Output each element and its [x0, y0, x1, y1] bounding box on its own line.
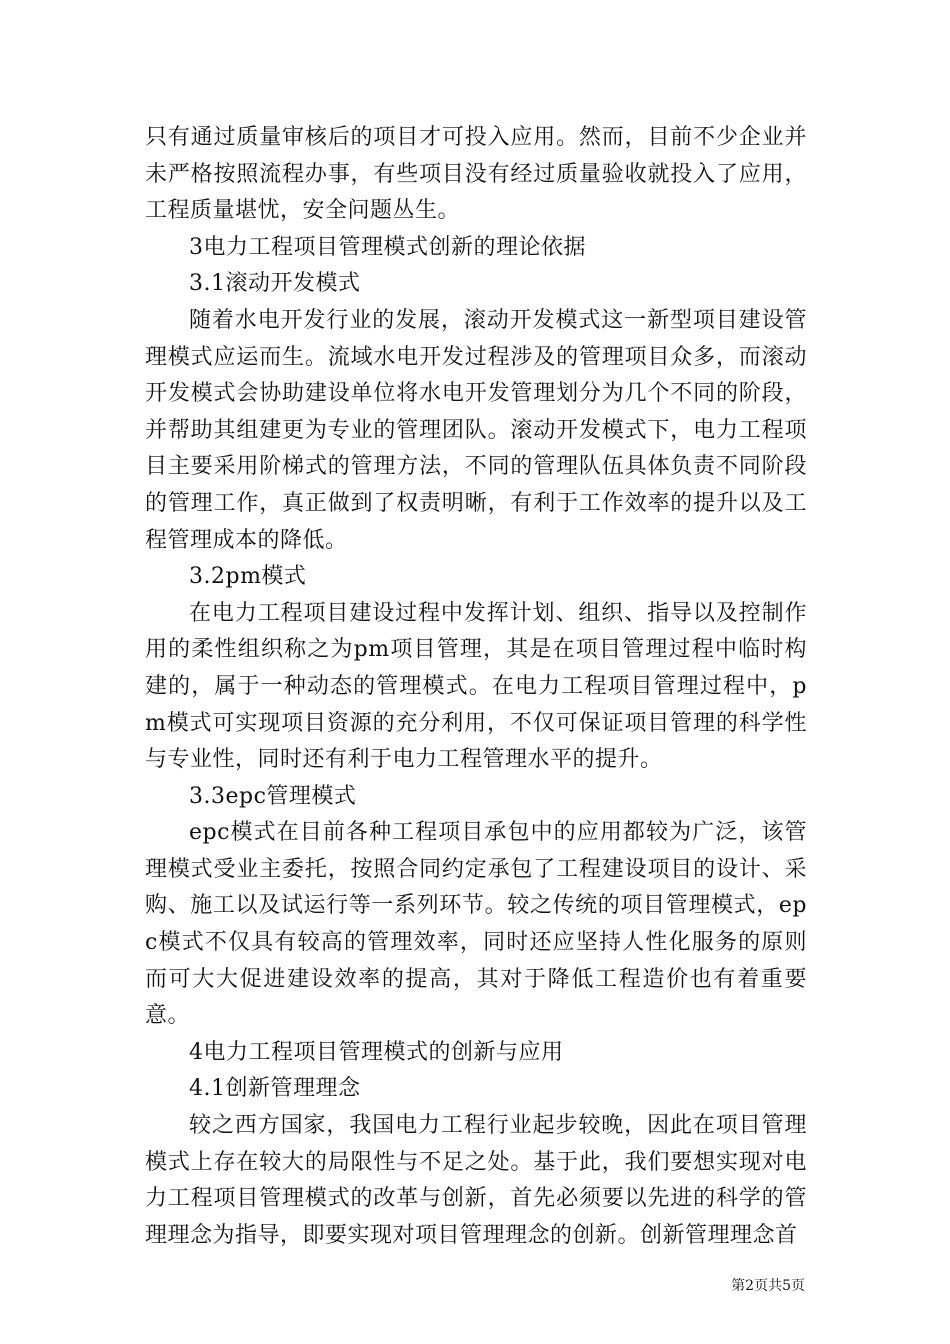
subsection-heading-4-1: 4.1创新管理理念	[189, 1076, 361, 1102]
document-body	[145, 120, 807, 1254]
paragraph-epc-mode: epc模式在目前各种工程项目承包中的应用都较为广泛，该管理模式受业主委托，按照合同约定承包了工程建设项目的设计、采购、施工以及试运行等一系列环节。较之传统的项目管理模式，epc模式不仅具有较高的管理效率，同时还应坚持人性化服务的原则而可大大促进建设效率的提高，其对于降低工程造价也有着重要意。	[145, 820, 807, 1029]
paragraph-rolling-development: 随着水电开发行业的发展，滚动开发模式这一新型项目建设管理模式应运而生。流域水电开发过程涉及的管理项目众多，而滚动开发模式会协助建设单位将水电开发管理划分为几个不同的阶段，并帮助其组建更为专业的管理团队。滚动开发模式下，电力工程项目主要采用阶梯式的管理方法，不同的管理队伍具体负责不同阶段的管理工作，真正做到了权责明晰，有利于工作效率的提升以及工程管理成本的降低。	[145, 307, 807, 553]
page-number-footer: 第2页共5页	[731, 1278, 805, 1294]
paragraph-pm-mode: 在电力工程项目建设过程中发挥计划、组织、指导以及控制作用的柔性组织称之为pm项目管理，其是在项目管理过程中临时构建的，属于一种动态的管理模式。在电力工程项目管理过程中，pm模式可实现项目资源的充分利用，不仅可保证项目管理的科学性与专业性，同时还有利于电力工程管理水平的提升。	[145, 600, 807, 773]
paragraph-innovate-concept: 较之西方国家，我国电力工程行业起步较晚，因此在项目管理模式上存在较大的局限性与不足之处。基于此，我们要想实现对电力工程项目管理模式的改革与创新，首先必须要以先进的科学的管理理念为指导，即要实现对项目管理理念的创新。创新管理理念首	[145, 1113, 807, 1248]
subsection-heading-3-3: 3.3epc管理模式	[189, 783, 357, 809]
subsection-heading-3-1: 3.1滚动开发模式	[189, 271, 361, 297]
section-heading-3: 3电力工程项目管理模式创新的理论依据	[189, 234, 586, 260]
section-heading-4: 4电力工程项目管理模式的创新与应用	[189, 1039, 564, 1065]
paragraph-continuation: 只有通过质量审核后的项目才可投入应用。然而，目前不少企业并未严格按照流程办事，有些项目没有经过质量验收就投入了应用，工程质量堪忧，安全问题丛生。	[145, 125, 807, 224]
subsection-heading-3-2: 3.2pm模式	[189, 564, 307, 590]
